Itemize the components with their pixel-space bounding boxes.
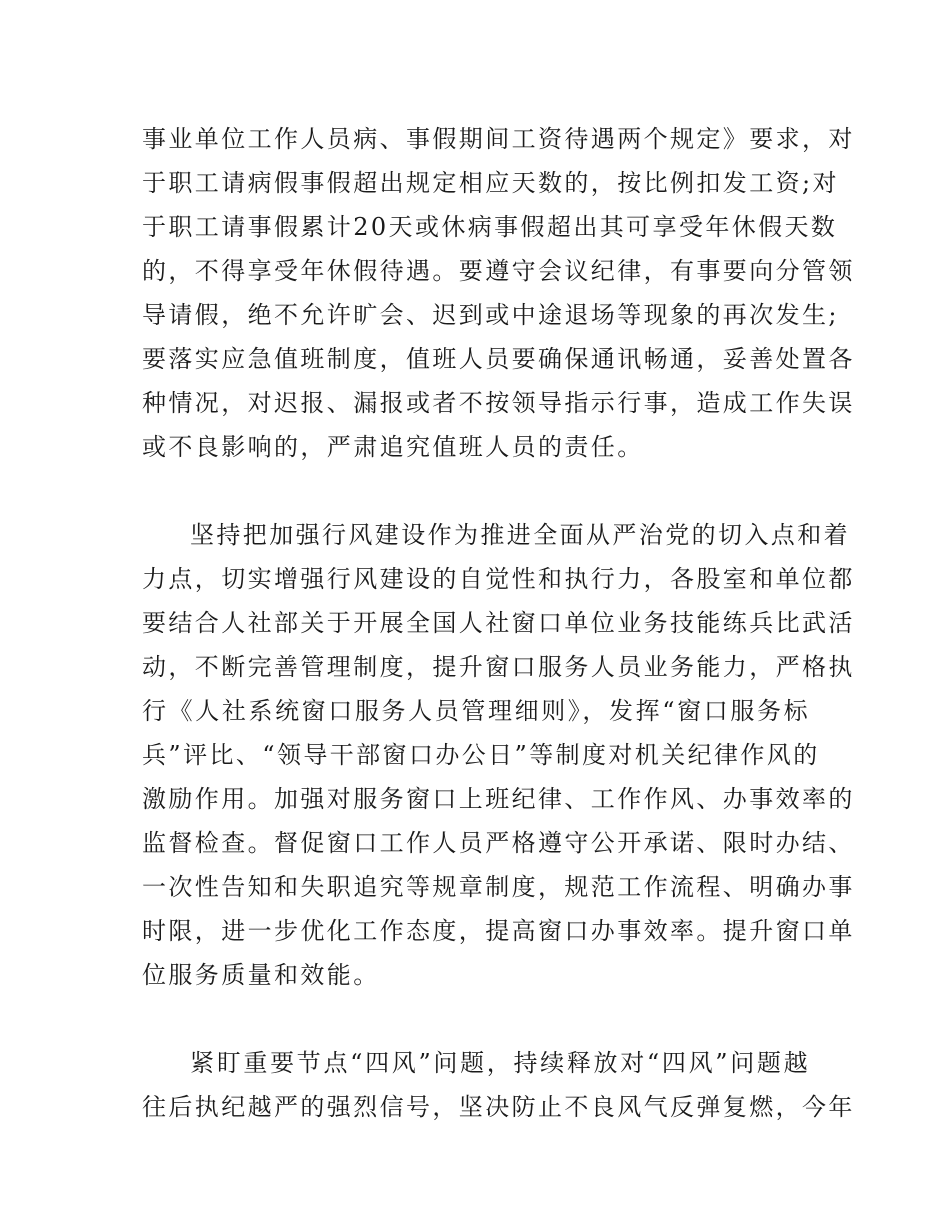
paragraph-line: 位服务质量和效能。 <box>142 961 380 989</box>
paragraph-1 <box>142 117 855 469</box>
paragraph-line: 力点，切实增强行风建设的自觉性和执行力，各股室和单位都 <box>142 565 855 593</box>
paragraph-line: 时限，进一步优化工作态度，提高窗口办事效率。提升窗口单 <box>142 917 855 945</box>
paragraph-line: 要落实应急值班制度，值班人员要确保通讯畅通，妥善处置各 <box>142 345 855 373</box>
paragraph-line: 的，不得享受年休假待遇。要遵守会议纪律，有事要向分管领 <box>142 257 855 285</box>
paragraph-line: 行《人社系统窗口服务人员管理细则》，发挥“窗口服务标 <box>142 697 810 725</box>
paragraph-line: 导请假，绝不允许旷会、迟到或中途退场等现象的再次发生; <box>142 301 839 329</box>
paragraph-line: 要结合人社部关于开展全国人社窗口单位业务技能练兵比武活 <box>142 609 855 637</box>
paragraph-line: 动，不断完善管理制度，提升窗口服务人员业务能力，严格执 <box>142 653 855 681</box>
paragraph-line: 一次性告知和失职追究等规章制度，规范工作流程、明确办事 <box>142 873 855 901</box>
paragraph-line: 于职工请病假事假超出规定相应天数的，按比例扣发工资;对 <box>142 169 839 197</box>
paragraph-line: 坚持把加强行风建设作为推进全面从严治党的切入点和着 <box>190 521 850 549</box>
paragraph-3 <box>142 1041 855 1129</box>
paragraph-line: 往后执纪越严的强烈信号，坚决防止不良风气反弹复燃，今年 <box>142 1093 855 1121</box>
paragraph-line: 紧盯重要节点“四风”问题，持续释放对“四风”问题越 <box>190 1049 810 1077</box>
paragraph-2 <box>142 513 855 997</box>
paragraph-line: 事业单位工作人员病、事假期间工资待遇两个规定》要求，对 <box>142 125 855 153</box>
paragraph-line: 或不良影响的，严肃追究值班人员的责任。 <box>142 433 644 461</box>
paragraph-line: 种情况，对迟报、漏报或者不按领导指示行事，造成工作失误 <box>142 389 855 417</box>
paragraph-line: 于职工请事假累计20天或休病事假超出其可享受年休假天数 <box>142 213 838 241</box>
paragraph-line: 兵”评比、“领导干部窗口办公日”等制度对机关纪律作风的 <box>142 741 820 769</box>
paragraph-line: 激励作用。加强对服务窗口上班纪律、工作作风、办事效率的 <box>142 785 855 813</box>
paragraph-line: 监督检查。督促窗口工作人员严格遵守公开承诺、限时办结、 <box>142 829 855 857</box>
